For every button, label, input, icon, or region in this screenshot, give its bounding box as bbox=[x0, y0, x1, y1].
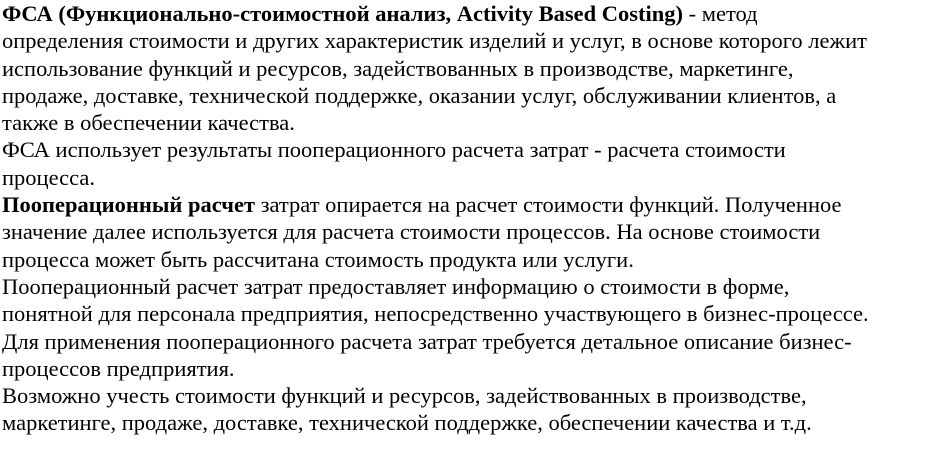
operational-costing-term-bold: Пооперационный расчет bbox=[2, 192, 256, 218]
text-line: маркетинге, продаже, доставке, технической поддержке, обеспечении качества и т.д. bbox=[2, 410, 812, 436]
fsa-term-bold: ФСА (Функционально-стоимостной анализ, Activity Based Costing) bbox=[2, 1, 683, 26]
text-line: определения стоимости и других характеристик изделий и услуг, в основе которого лежит bbox=[2, 28, 867, 54]
paragraph-operational-costing bbox=[2, 191, 947, 273]
text-line: использование функций и ресурсов, задействованных в производстве, маркетинге, bbox=[2, 55, 794, 81]
text-line: процесса. bbox=[2, 164, 95, 190]
text-line: Пооперационный расчет затрат предоставляет информацию о стоимости в форме, bbox=[2, 273, 790, 299]
text-line: продаже, доставке, технической поддержке, оказании услуг, обслуживании клиентов, а bbox=[2, 82, 837, 108]
text-line: Для применения пооперационного расчета затрат требуется детальное описание бизнес- bbox=[2, 328, 852, 354]
paragraph-costing-information bbox=[2, 273, 947, 328]
line-text: - метод bbox=[683, 1, 758, 26]
line-text: затрат опирается на расчет стоимости функций. Полученное bbox=[255, 192, 842, 218]
paragraph-accounting-scope bbox=[2, 382, 947, 437]
text-line: ФСА использует результаты пооперационного расчета затрат - расчета стоимости bbox=[2, 137, 786, 163]
text-line: процесса может быть рассчитана стоимость продукта или услуги. bbox=[2, 246, 634, 272]
text-line: также в обеспечении качества. bbox=[2, 110, 295, 136]
paragraph-fsa-usage bbox=[2, 136, 947, 191]
text-line bbox=[2, 0, 947, 27]
text-line: процессов предприятия. bbox=[2, 355, 235, 381]
text-line: значение далее используется для расчета стоимости процессов. На основе стоимости bbox=[2, 219, 821, 245]
text-line: Возможно учесть стоимости функций и ресурсов, задействованных в производстве, bbox=[2, 383, 807, 409]
text-line: понятной для персонала предприятия, непосредственно участвующего в бизнес-процессе. bbox=[2, 301, 869, 327]
paragraph-fsa-definition bbox=[2, 0, 947, 136]
paragraph-process-description bbox=[2, 328, 947, 383]
text-line bbox=[2, 191, 947, 218]
